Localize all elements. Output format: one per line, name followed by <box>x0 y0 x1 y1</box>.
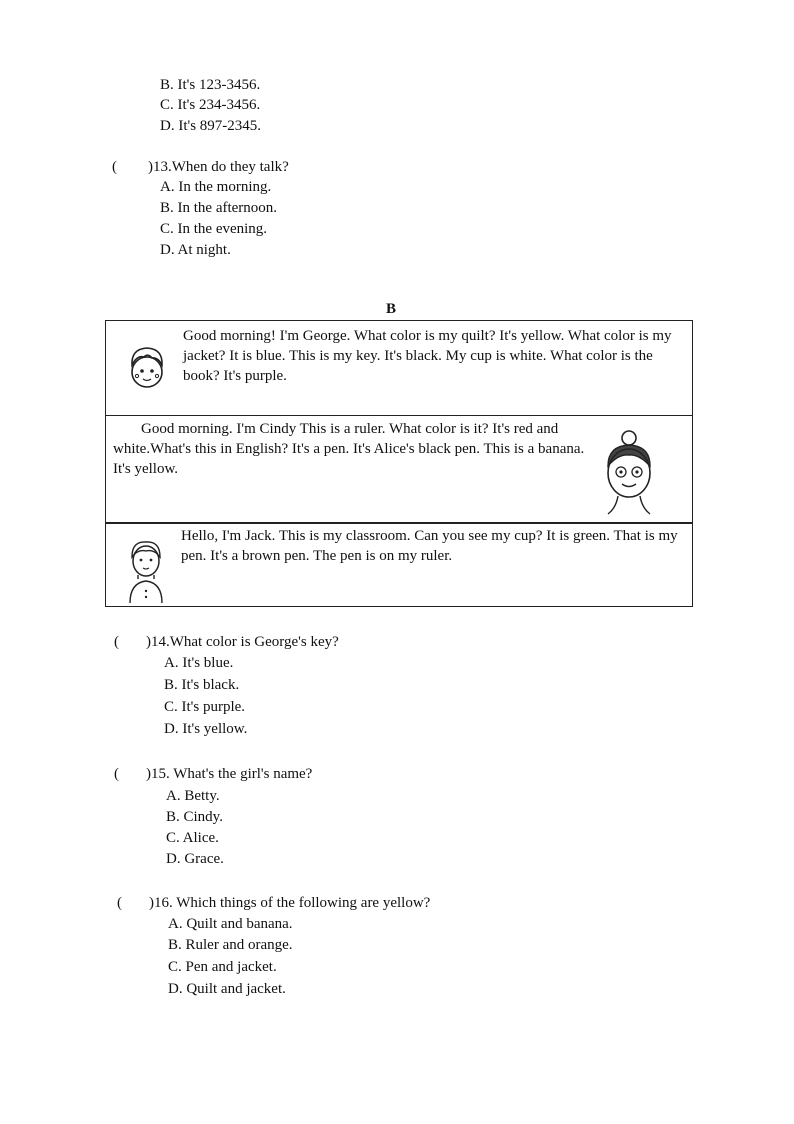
answer-paren[interactable]: ( <box>117 895 122 911</box>
q13-option-c: C. In the evening. <box>160 221 268 237</box>
answer-paren[interactable]: ( <box>114 634 119 650</box>
george-passage: Good morning! I'm George. What color is my quilt? It's yellow. What color is my jacket? It is blue. This is my key. It's black. My cup is white. What color is the book? It's purple. <box>183 328 672 384</box>
girl-face-icon <box>594 428 664 516</box>
q15-option-d: D. Grace. <box>166 851 224 867</box>
q13-option-b: B. In the afternoon. <box>160 200 278 216</box>
jack-passage-box <box>105 522 693 607</box>
question-16 <box>117 893 430 913</box>
q12-option-c: C. It's 234-3456. <box>160 97 261 113</box>
q16-option-c: C. Pen and jacket. <box>168 959 277 975</box>
q15-option-c: C. Alice. <box>166 830 219 846</box>
question-15 <box>114 764 312 784</box>
question-14 <box>114 632 339 652</box>
boy-face-icon <box>122 343 172 393</box>
q15-option-b: B. Cindy. <box>166 809 223 825</box>
jack-passage: Hello, I'm Jack. This is my classroom. Can you see my cup? It is green. That is my pen. It's a brown pen. The pen is on my ruler. <box>181 528 678 564</box>
q16-option-b: B. Ruler and orange. <box>168 937 293 953</box>
question-text: )15. What's the girl's name? <box>146 766 313 782</box>
question-text: )16. Which things of the following are yellow? <box>149 895 431 911</box>
section-title: B <box>386 301 397 317</box>
cindy-passage-box <box>105 416 693 524</box>
question-13 <box>112 157 289 177</box>
q14-option-a: A. It's blue. <box>164 655 234 671</box>
answer-paren[interactable]: ( <box>114 766 119 782</box>
cindy-passage: Good morning. I'm Cindy This is a ruler. What color is it? It's red and white.What's this in English? It's a pen. It's Alice's black pen. This is a banana. It's yellow. <box>113 421 585 477</box>
question-text: )14.What color is George's key? <box>146 634 339 650</box>
q12-option-b: B. It's 123-3456. <box>160 77 261 93</box>
boy-figure-icon <box>124 539 168 605</box>
q16-option-a: A. Quilt and banana. <box>168 916 293 932</box>
q12-option-d: D. It's 897-2345. <box>160 118 262 134</box>
q14-option-b: B. It's black. <box>164 677 240 693</box>
george-passage-box <box>105 320 693 416</box>
answer-paren[interactable]: ( <box>112 159 117 175</box>
q16-option-d: D. Quilt and jacket. <box>168 981 286 997</box>
q13-option-a: A. In the morning. <box>160 179 272 195</box>
question-text: )13.When do they talk? <box>148 159 289 175</box>
q14-option-c: C. It's purple. <box>164 699 246 715</box>
q13-option-d: D. At night. <box>160 242 231 258</box>
q14-option-d: D. It's yellow. <box>164 721 248 737</box>
q15-option-a: A. Betty. <box>166 788 220 804</box>
